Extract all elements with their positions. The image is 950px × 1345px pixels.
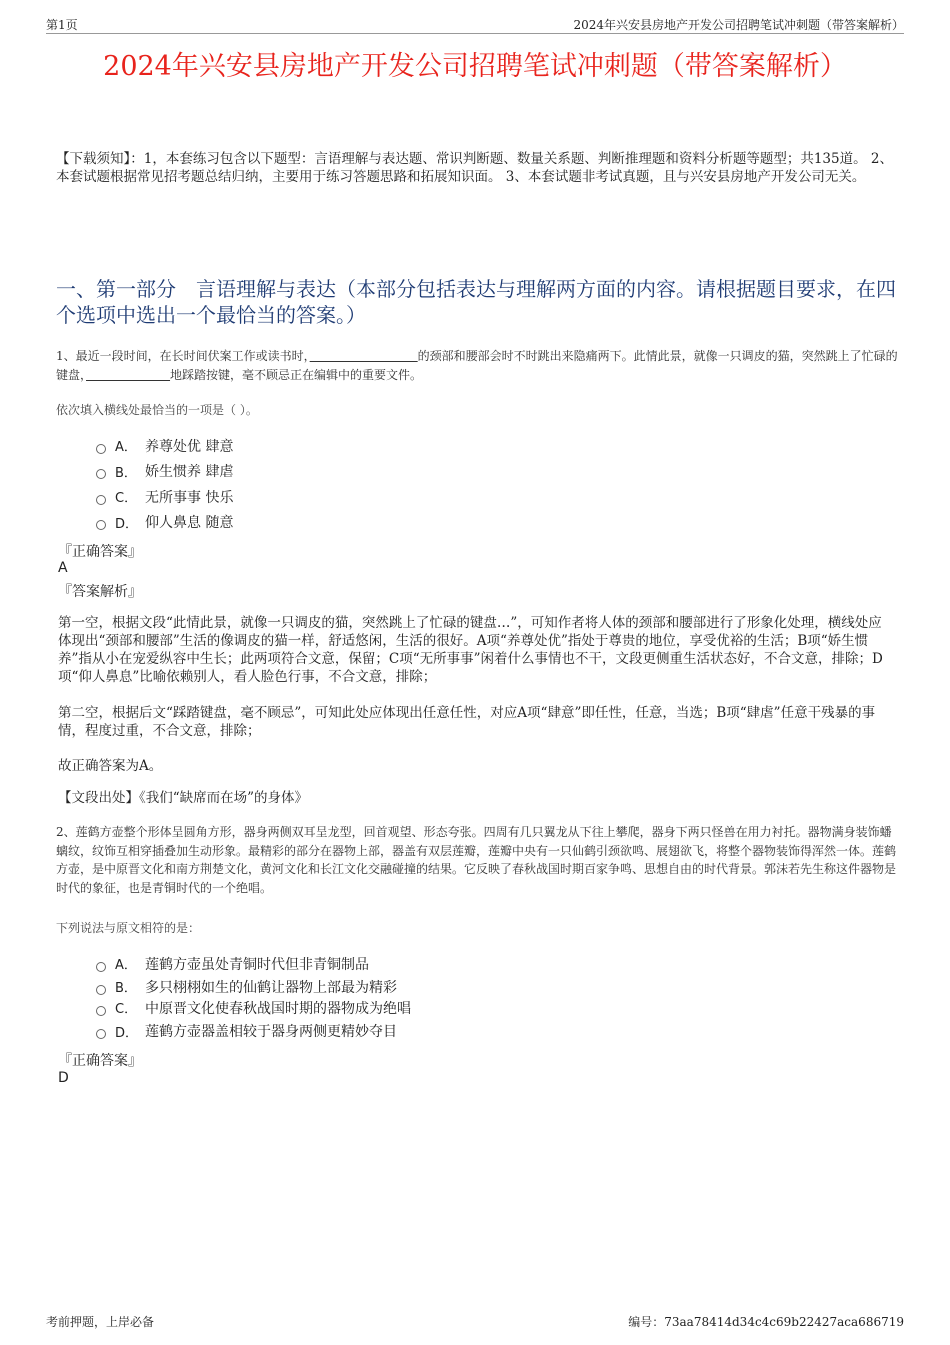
footer-slogan: 考前押题，上岸必备 bbox=[46, 1315, 155, 1329]
header-doc-title: 2024年兴安县房地产开发公司招聘笔试冲刺题（带答案解析） bbox=[573, 18, 904, 32]
option-d[interactable]: D． 仰人鼻息 随意 bbox=[96, 510, 233, 536]
option-a[interactable]: A． 莲鹤方壶虽处青铜时代但非青铜制品 bbox=[96, 951, 411, 977]
radio-icon[interactable] bbox=[96, 495, 106, 505]
analysis-label: 『答案解析』 bbox=[58, 584, 142, 600]
correct-answer-value: D bbox=[58, 1070, 69, 1086]
correct-answer-value: A bbox=[58, 560, 68, 576]
page-title: 2024年兴安县房地产开发公司招聘笔试冲刺题（带答案解析） bbox=[103, 51, 847, 82]
analysis-paragraph-2: 第二空，根据后文“踩踏键盘，毫不顾忌”，可知此处应体现出任意任性，对应A项“肆意”即任性，任意，当选；B项“肆虐”任意干残暴的事情，程度过重，不合文意，排除； bbox=[58, 705, 876, 739]
correct-answer-label: 『正确答案』 bbox=[58, 1053, 142, 1069]
radio-icon[interactable] bbox=[96, 444, 106, 454]
radio-icon[interactable] bbox=[96, 1006, 106, 1016]
page-number: 第1页 bbox=[46, 18, 78, 32]
blank-2 bbox=[86, 368, 170, 382]
radio-icon[interactable] bbox=[96, 985, 106, 995]
radio-icon[interactable] bbox=[96, 962, 106, 972]
question-1-prompt: 依次填入横线处最恰当的一项是（ ）。 bbox=[56, 403, 258, 417]
radio-icon[interactable] bbox=[96, 520, 106, 530]
section-heading: 一、第一部分 言语理解与表达（本部分包括表达与理解两方面的内容。请根据题目要求，在四个选项中选出一个最恰当的答案。） bbox=[56, 277, 896, 327]
option-b[interactable]: B． 多只栩栩如生的仙鹤让器物上部最为精彩 bbox=[96, 977, 411, 997]
option-c[interactable]: C． 中原晋文化使春秋战国时期的器物成为绝唱 bbox=[96, 997, 411, 1019]
footer-doc-id: 编号：73aa78414d34c4c69b22427aca686719 bbox=[628, 1315, 904, 1329]
question-2-prompt: 下列说法与原文相符的是： bbox=[56, 921, 201, 935]
question-2-text: 2、莲鹤方壶整个形体呈圆角方形，器身两侧双耳呈龙型，回首观望、形态夸张。四周有几只翼龙从下往上攀爬，器身下两只怪兽在用力衬托。器物满身装饰蟠螭纹，纹饰互相穿插叠加生动形象。最精彩的部分在器物上部，器盖有双层莲瓣，莲瓣中央有一只仙鹤引颈欲鸣、展翅欲飞，将整个器物装饰得浑然一体。莲鹤方壶，是中原晋文化和南方荆楚文化，黄河文化和长江文化交融碰撞的结果。它反映了春秋战国时期百家争鸣、思想自由的时代背景。郭沫若先生称这件器物是时代的象征，也是青铜时代的一个绝唱。 bbox=[56, 825, 897, 895]
analysis-conclusion: 故正确答案为A。 bbox=[58, 758, 163, 774]
question-1-options bbox=[96, 433, 233, 535]
option-b[interactable]: B． 娇生惯养 肆虐 bbox=[96, 459, 233, 485]
option-d[interactable]: D． 莲鹤方壶器盖相较于器身两侧更精妙夺目 bbox=[96, 1019, 411, 1045]
correct-answer-label: 『正确答案』 bbox=[58, 544, 142, 560]
analysis-paragraph-1: 第一空，根据文段“此情此景，就像一只调皮的猫，突然跳上了忙碌的键盘…”，可知作者将人体的颈部和腰部进行了形象化处理，横线处应体现出“颈部和腰部”生活的像调皮的猫一样，舒适悠闲，生活的很好。A项“养尊处优”指处于尊贵的地位，享受优裕的生活；B项“娇生惯养”指从小在宠爱纵容中生长；此两项符合文意，保留；C项“无所事事”闲着什么事情也不干，文段更侧重生活状态好，不合文意，排除；D项“仰人鼻息”比喻依赖别人，看人脸色行事，不合文意，排除； bbox=[58, 615, 883, 685]
blank-1 bbox=[310, 349, 418, 363]
question-1-text: 1、最近一段时间，在长时间伏案工作或读书时， 的颈部和腰部会时不时跳出来隐痛两下。此情此景，就像一只调皮的猫，突然跳上了忙碌的键盘， 地踩踏按键，毫不顾忌正在编辑中的重要文件。 bbox=[56, 349, 898, 382]
page-header bbox=[46, 15, 904, 34]
passage-source: 【文段出处】《我们“缺席而在场”的身体》 bbox=[58, 790, 309, 806]
radio-icon[interactable] bbox=[96, 469, 106, 479]
option-a[interactable]: A． 养尊处优 肆意 bbox=[96, 433, 233, 459]
radio-icon[interactable] bbox=[96, 1029, 106, 1039]
option-c[interactable]: C． 无所事事 快乐 bbox=[96, 484, 233, 510]
download-notice: 【下载须知】：1，本套练习包含以下题型：言语理解与表达题、常识判断题、数量关系题、判断推理题和资料分析题等题型；共135道。 2、本套试题根据常见招考题总结归纳，主要用于练习答题思路和拓展知识面。 3、本套试题非考试真题，且与兴安县房地产开发公司无关。 bbox=[56, 151, 893, 185]
question-2-options bbox=[96, 951, 411, 1044]
